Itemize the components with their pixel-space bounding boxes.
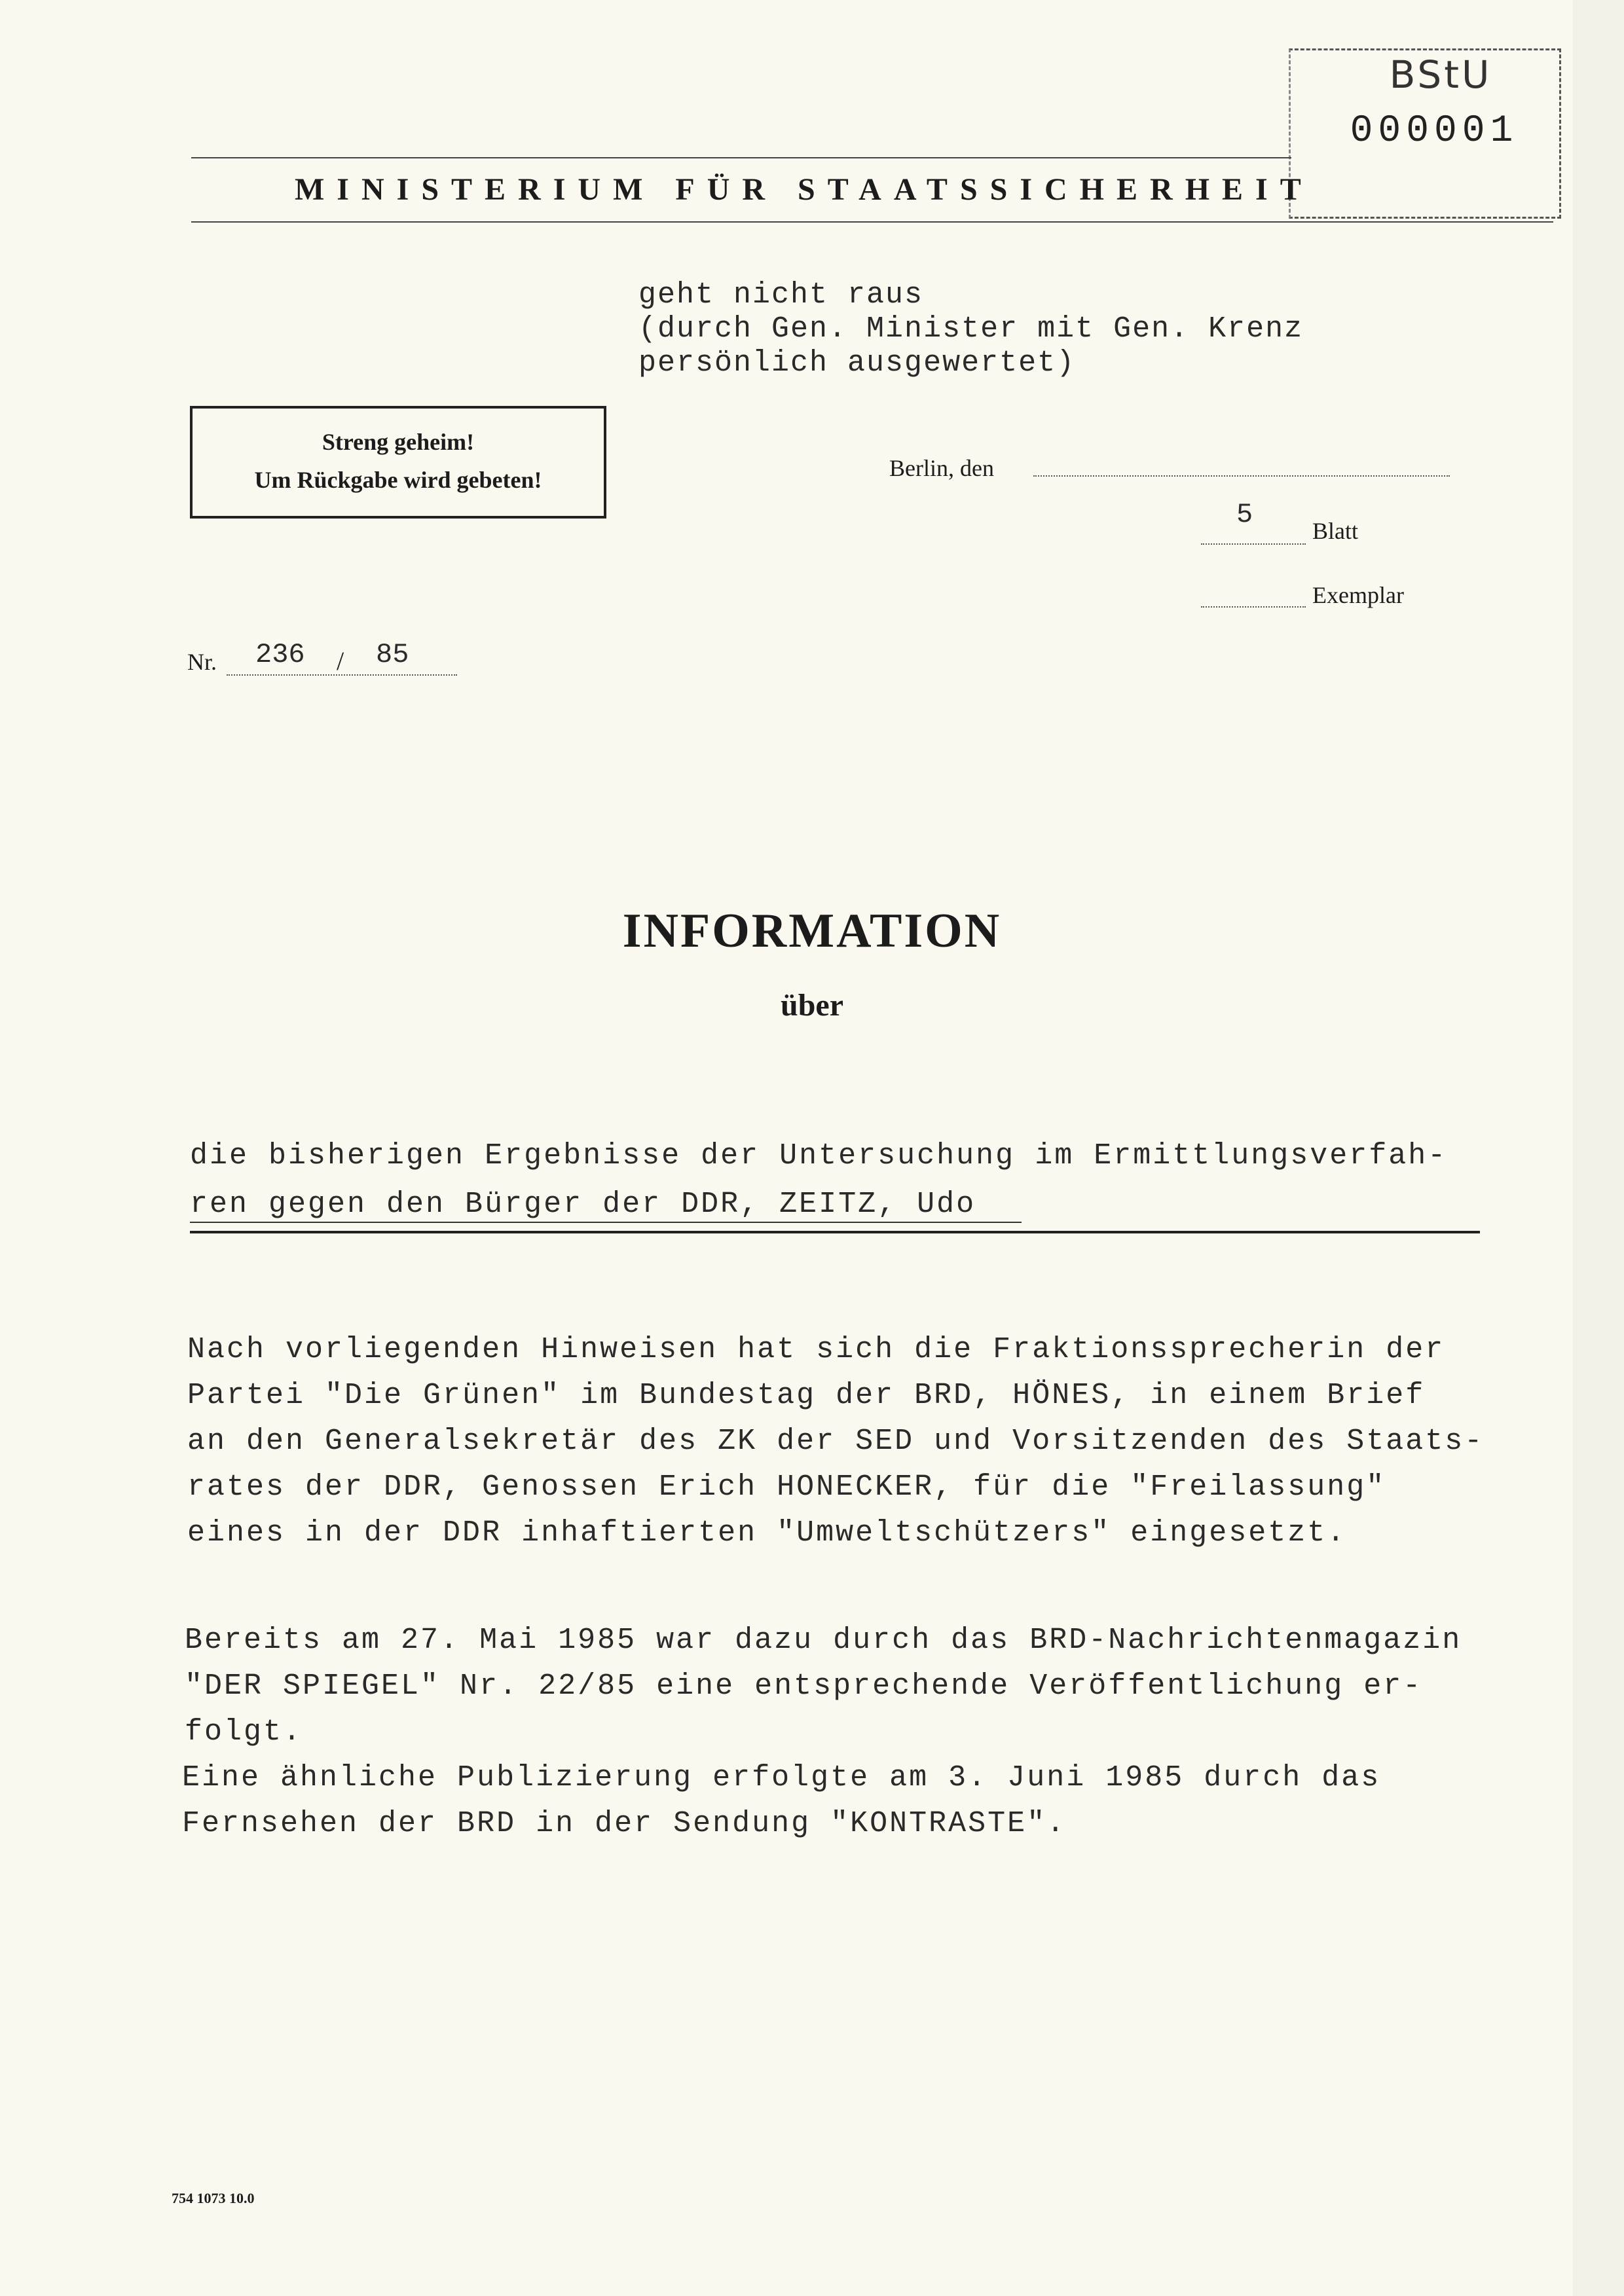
body-line: folgt. [185, 1715, 303, 1749]
classification-level: Streng geheim! [322, 429, 475, 455]
header-rule-bottom [191, 221, 1553, 223]
sheet-label: Blatt [1312, 518, 1358, 544]
number-separator: / [337, 646, 344, 676]
body-line: Fernsehen der BRD in der Sendung "KONTRASTE". [182, 1807, 1067, 1840]
sheet-count: 5 [1236, 499, 1253, 530]
body-line: Bereits am 27. Mai 1985 war dazu durch das BRD-Nachrichtenmagazin [185, 1624, 1462, 1657]
subject-line: die bisherigen Ergebnisse der Untersuchung im Ermittlungsverfah- [190, 1139, 1448, 1173]
page-edge-shadow [1573, 0, 1624, 2296]
body-line: "DER SPIEGEL" Nr. 22/85 eine entsprechende Veröffentlichung er- [185, 1669, 1423, 1703]
header-rule-top [191, 157, 1291, 158]
body-line: Partei "Die Grünen" im Bundestag der BRD, HÖNES, in einem Brief [187, 1379, 1426, 1412]
archive-stamp-number: 000001 [1350, 110, 1519, 153]
number-blank [227, 674, 457, 676]
copy-blank [1201, 606, 1306, 608]
subject-underline [190, 1222, 1022, 1223]
sheet-blank [1201, 543, 1306, 545]
annotation-line: geht nicht raus [638, 278, 924, 312]
body-line: Nach vorliegenden Hinweisen hat sich die Fraktionssprecherin der [187, 1333, 1445, 1366]
classification-box [190, 406, 606, 519]
body-line: an den Generalsekretär des ZK der SED und Vorsitzenden des Staats- [187, 1425, 1485, 1458]
handling-annotation [638, 278, 1303, 380]
archive-stamp-label: BStU [1389, 52, 1492, 97]
copy-label: Exemplar [1312, 582, 1404, 608]
subject-line: ren gegen den Bürger der DDR, ZEITZ, Udo [190, 1188, 976, 1221]
form-code: 754 1073 10.0 [172, 2190, 255, 2206]
document-title: INFORMATION [622, 904, 1002, 958]
body-line: Eine ähnliche Publizierung erfolgte am 3. Juni 1985 durch das [182, 1761, 1381, 1795]
document-number: 236 [255, 639, 305, 670]
annotation-line: (durch Gen. Minister mit Gen. Krenz [638, 312, 1304, 346]
return-request: Um Rückgabe wird gebeten! [254, 467, 542, 493]
document-year: 85 [376, 639, 409, 670]
body-line: rates der DDR, Genossen Erich HONECKER, für die "Freilassung" [187, 1470, 1386, 1504]
annotation-line: persönlich ausgewertet) [638, 346, 1076, 380]
subject-separator-rule [190, 1231, 1480, 1233]
date-blank [1033, 475, 1450, 477]
ministry-header: MINISTERIUM FÜR STAATSSICHERHEIT [295, 172, 1314, 207]
document-number-label: Nr. [187, 649, 217, 675]
place-date-label: Berlin, den [889, 455, 994, 481]
body-line: eines in der DDR inhaftierten "Umweltschützers" eingesetzt. [187, 1516, 1347, 1550]
document-subtitle: über [781, 988, 843, 1023]
